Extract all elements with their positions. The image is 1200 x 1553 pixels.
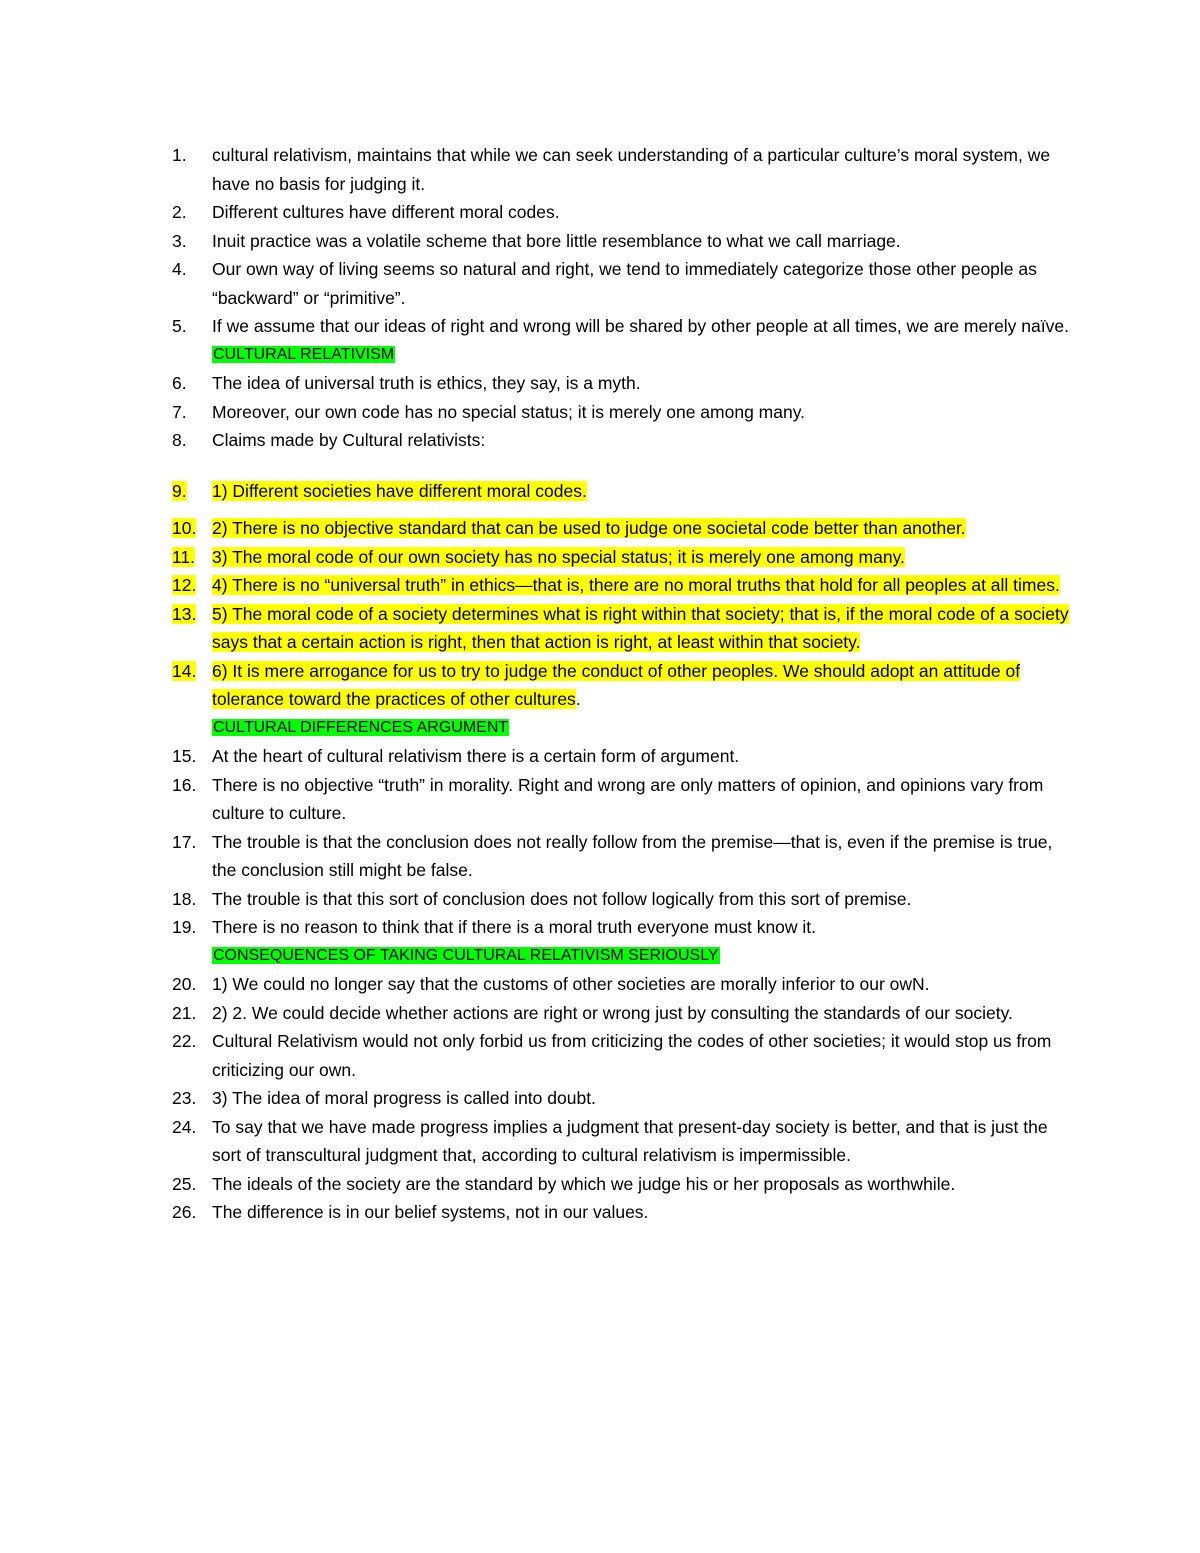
list-item-highlighted [0, 657, 1200, 714]
list-item [0, 828, 1200, 885]
list-item [0, 999, 1200, 1028]
item-text: To say that we have made progress implies a judgment that present-day society is better, and that is just the sort of transcultural judgment that, according to cultural relativism is impermissible. [212, 1116, 1048, 1165]
list-item [0, 141, 1200, 198]
list-item [0, 426, 1200, 455]
list-item [0, 970, 1200, 999]
spacer [0, 455, 1200, 477]
item-text: 1) We could no longer say that the customs of other societies are morally inferior to our owN. [212, 974, 930, 994]
item-text: 1) Different societies have different moral codes. [212, 480, 587, 501]
item-text: At the heart of cultural relativism there is a certain form of argument. [212, 746, 740, 766]
heading-cultural-differences-argument: CULTURAL DIFFERENCES ARGUMENT [213, 718, 509, 736]
list-item-highlighted [0, 477, 1200, 506]
item-number: 2. [172, 202, 187, 222]
item-text: 4) There is no “universal truth” in ethics—that is, there are no moral truths that hold for all peoples at all times. [212, 575, 1060, 595]
list-item [0, 255, 1200, 312]
item-number: 10. [172, 518, 197, 538]
heading-cultural-relativism: CULTURAL RELATIVISM [213, 345, 395, 363]
heading-consequences: CONSEQUENCES OF TAKING CULTURAL RELATIVISM SERIOUSLY [213, 946, 719, 964]
item-text: Different cultures have different moral codes. [212, 202, 560, 222]
item-text: The idea of universal truth is ethics, they say, is a myth. [212, 373, 641, 393]
item-number: 21. [172, 1002, 197, 1023]
list-item [0, 369, 1200, 398]
item-number: 22. [172, 1031, 197, 1051]
item-number: 5. [172, 316, 187, 336]
list-item [0, 885, 1200, 914]
item-number: 4. [172, 259, 187, 279]
section-heading [0, 341, 1200, 370]
item-text: Inuit practice was a volatile scheme that bore little resemblance to what we call marriage. [212, 230, 901, 251]
item-text: cultural relativism, maintains that while we can seek understanding of a particular culture’s moral system, we have no basis for judging it. [212, 145, 1051, 194]
item-number: 7. [172, 401, 187, 422]
list-item [0, 227, 1200, 256]
section-heading [0, 714, 1200, 743]
section-heading [0, 942, 1200, 971]
item-text-tail: . [575, 689, 581, 709]
item-text: The trouble is that the conclusion does not really follow from the premise—that is, even if the premise is true, the conclusion still might be false. [212, 831, 1053, 880]
item-text: 2) There is no objective standard that can be used to judge one societal code better than another. [212, 518, 966, 538]
item-text: The trouble is that this sort of conclusion does not follow logically from this sort of premise. [212, 888, 912, 909]
item-text: Claims made by Cultural relativists: [212, 430, 486, 450]
item-text: If we assume that our ideas of right and wrong will be shared by other people at all times, we are merely naïve. [212, 316, 1069, 336]
item-number: 18. [172, 888, 197, 909]
item-number: 15. [172, 746, 197, 766]
item-number: 14. [172, 660, 197, 681]
item-text: 5) The moral code of a society determines what is right within that society; that is, if the moral code of a society says that a certain action is right, then that action is right, at least within that society. [212, 603, 1069, 652]
item-number: 13. [172, 603, 197, 624]
item-number: 8. [172, 430, 187, 450]
list-item [0, 1198, 1200, 1227]
item-number: 3. [172, 230, 187, 251]
spacer [0, 505, 1200, 514]
list-item [0, 398, 1200, 427]
item-number: 12. [172, 575, 197, 595]
item-text: Our own way of living seems so natural and right, we tend to immediately categorize those other people as “backward” or “primitive”. [212, 259, 1037, 308]
numbered-list [0, 141, 1200, 1227]
list-item [0, 198, 1200, 227]
list-item [0, 771, 1200, 828]
item-number: 20. [172, 974, 197, 994]
item-number: 6. [172, 373, 187, 393]
list-item [0, 1084, 1200, 1113]
item-text: 3) The moral code of our own society has no special status; it is merely one among many. [212, 546, 905, 567]
item-text: 3) The idea of moral progress is called into doubt. [212, 1088, 596, 1108]
item-text: 2) 2. We could decide whether actions are right or wrong just by consulting the standards of our society. [212, 1002, 1013, 1023]
item-number: 1. [172, 145, 187, 165]
item-text: 6) It is mere arrogance for us to try to judge the conduct of other peoples. We should adopt an attitude of tolerance toward the practices of other cultures. [212, 660, 1021, 709]
item-number: 16. [172, 774, 197, 795]
item-number: 11. [172, 546, 196, 567]
item-number: 23. [172, 1088, 197, 1108]
item-number: 17. [172, 831, 197, 852]
item-number: 19. [172, 917, 197, 937]
item-text: Cultural Relativism would not only forbid us from criticizing the codes of other societies; it would stop us from criticizing our own. [212, 1031, 1052, 1080]
list-item [0, 742, 1200, 771]
list-item-highlighted [0, 543, 1200, 572]
list-item [0, 1027, 1200, 1084]
item-text: There is no objective “truth” in morality. Right and wrong are only matters of opinion, and opinions vary from culture to culture. [212, 774, 1044, 823]
list-item [0, 913, 1200, 942]
list-item-highlighted [0, 600, 1200, 657]
item-number: 24. [172, 1116, 197, 1137]
list-item [0, 312, 1200, 341]
item-number: 26. [172, 1202, 197, 1222]
item-number: 25. [172, 1173, 197, 1194]
item-number: 9. [172, 480, 187, 501]
item-text: There is no reason to think that if there is a moral truth everyone must know it. [212, 917, 817, 937]
list-item-highlighted [0, 514, 1200, 543]
list-item-highlighted [0, 571, 1200, 600]
list-item [0, 1113, 1200, 1170]
item-text: The difference is in our belief systems, not in our values. [212, 1202, 649, 1222]
item-text: The ideals of the society are the standard by which we judge his or her proposals as worthwhile. [212, 1173, 956, 1194]
item-text: Moreover, our own code has no special status; it is merely one among many. [212, 401, 806, 422]
list-item [0, 1170, 1200, 1199]
